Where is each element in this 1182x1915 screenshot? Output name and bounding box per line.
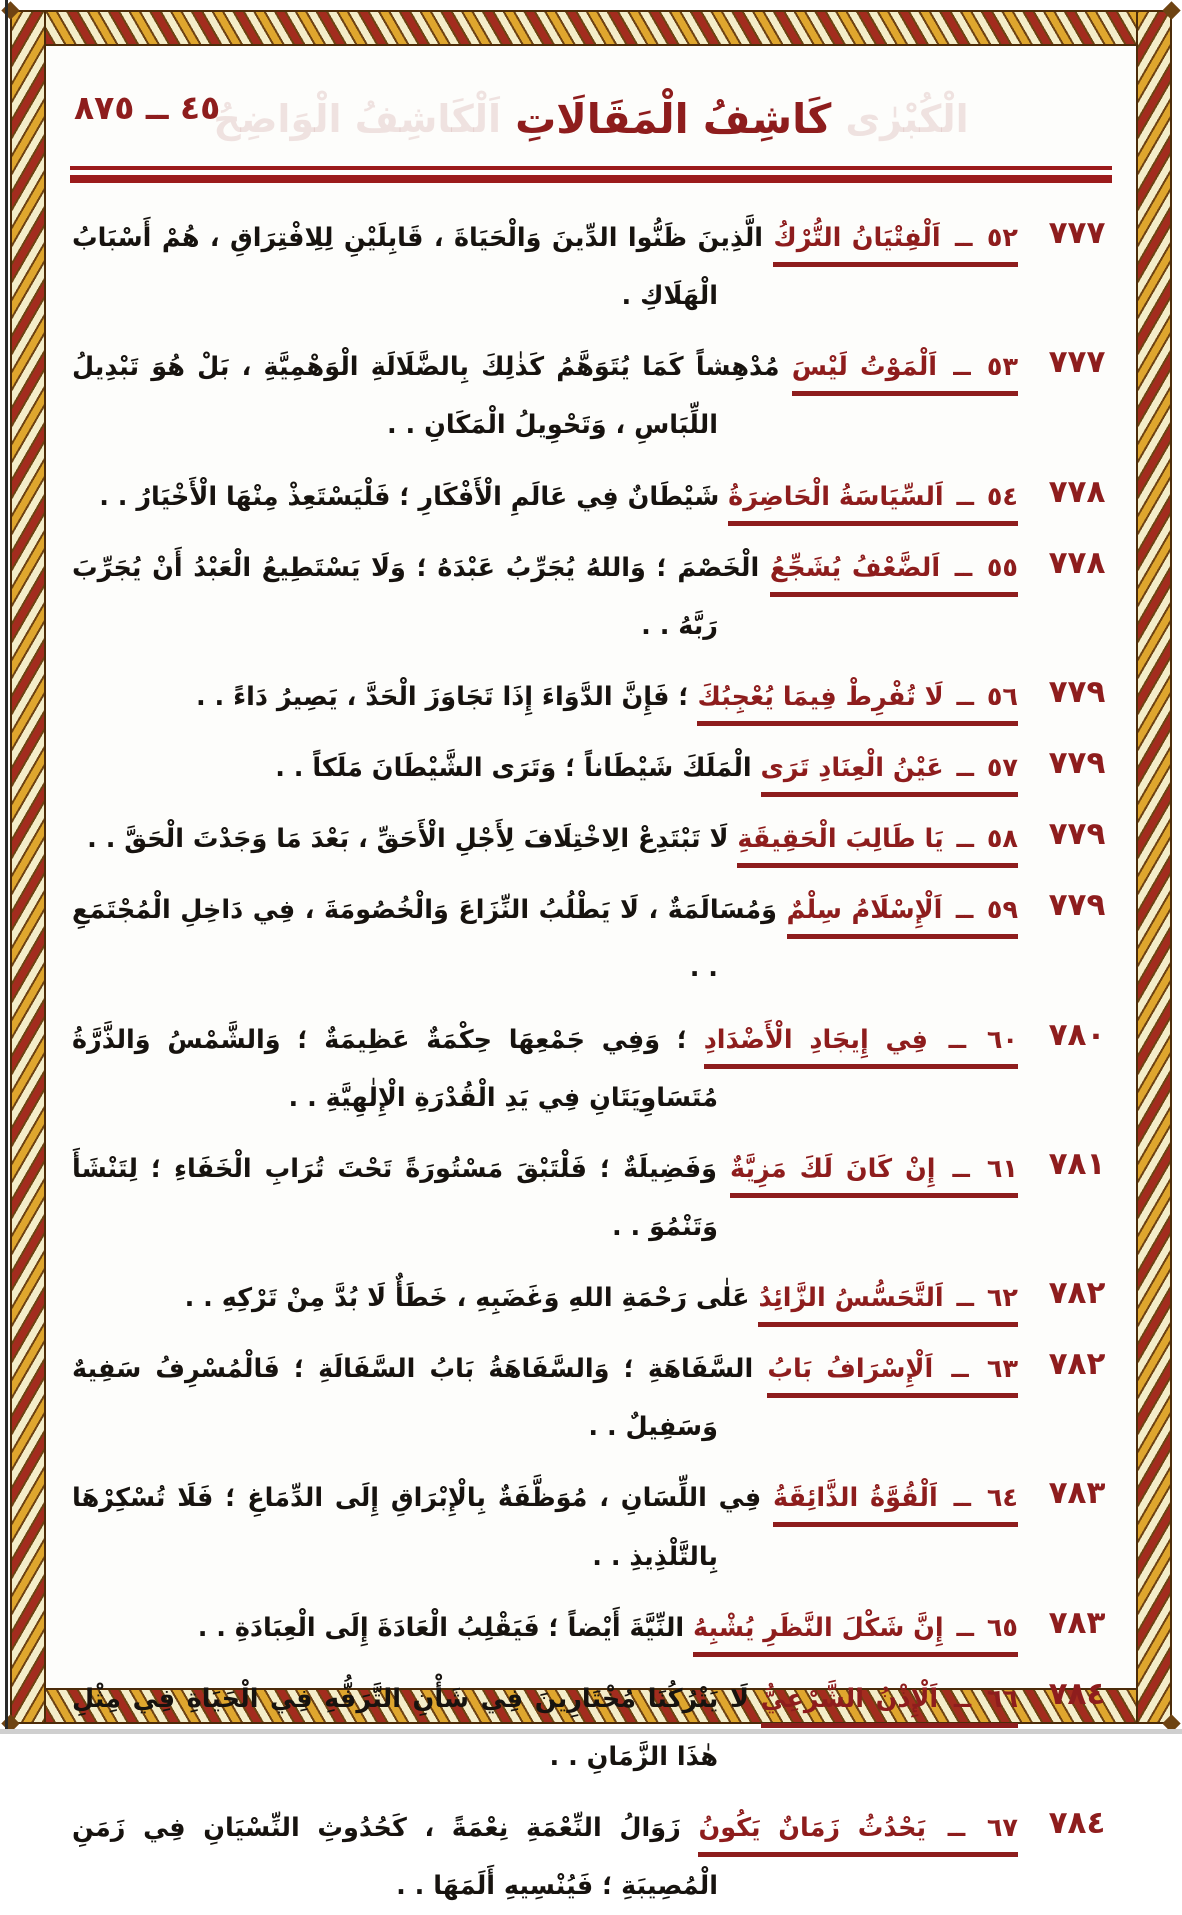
entry xyxy=(68,881,1114,997)
source-page-number: ٧٧٨ xyxy=(1048,473,1106,510)
source-page-number: ٧٨٣ xyxy=(1048,1475,1106,1512)
entry-paragraph xyxy=(68,1011,1018,1127)
entry-dash: ــ xyxy=(947,824,983,855)
entry-number: ٥٢ xyxy=(986,223,1018,253)
entry-number: ٦١ xyxy=(986,1153,1018,1184)
entry xyxy=(68,1670,1114,1786)
entry-title: اَلْفِتْيَانُ التُّرْكُ xyxy=(773,223,941,253)
source-page-number: ٧٨٠ xyxy=(1048,1016,1106,1053)
entry-paragraph xyxy=(68,1140,1018,1256)
entry-dash: ــ xyxy=(944,552,983,583)
entry-title: إِنَّ شَكْلَ النَّظَرِ يُشْبِهُ xyxy=(693,1612,944,1643)
source-page-number: ٧٧٩ xyxy=(1048,887,1106,924)
entry xyxy=(68,1599,1114,1657)
entry-title: لَا تُفْرِطْ فِيمَا يُعْجِبُكَ xyxy=(697,681,944,712)
entry-dash: ــ xyxy=(931,1024,983,1055)
entry-number: ٦٤ xyxy=(986,1483,1018,1514)
header-divider-rule xyxy=(70,166,1112,183)
entry-heading xyxy=(758,1283,1018,1327)
entry-text: الَّذِينَ ظَنُّوا الدِّينَ وَالْحَيَاةَ ، قَابِلَيْنِ لِلِافْتِرَاقِ ، هُمْ أَسْبَابُ الْهَلَاكِ . xyxy=(72,223,764,312)
entry-heading xyxy=(704,1025,1018,1069)
entry-heading xyxy=(698,1813,1018,1857)
entry-dash: ــ xyxy=(947,1612,983,1643)
entry-paragraph xyxy=(68,668,1018,726)
entry-number: ٥٥ xyxy=(986,552,1018,583)
entry-dash: ــ xyxy=(942,1683,983,1714)
entry-heading xyxy=(787,895,1018,939)
entry-paragraph xyxy=(68,739,1018,797)
entry xyxy=(68,739,1114,797)
ornamental-border-top xyxy=(10,10,1172,46)
entry-heading xyxy=(792,352,1018,396)
entry xyxy=(68,539,1114,655)
entry-paragraph xyxy=(68,1269,1018,1327)
entry-number: ٦٢ xyxy=(986,1283,1018,1313)
watermark-text-right: الْكُبْرٰى xyxy=(845,97,969,141)
entry-number: ٦٧ xyxy=(986,1813,1018,1843)
entry-title: اَلْإِذْنُ الشَّرْعِيُّ xyxy=(760,1683,939,1714)
entry-text: الْمَلَكَ شَيْطَاناً ؛ وَتَرَى الشَّيْطَانَ مَلَكاً . . xyxy=(275,753,752,783)
entry-text: عَلٰى رَحْمَةِ اللهِ وَغَضَبِهِ ، خَطَأٌ لَا بُدَّ مِنْ تَرْكِهِ . . xyxy=(184,1283,750,1313)
entry-dash: ــ xyxy=(947,681,983,712)
entry-heading xyxy=(697,682,1018,726)
entries-list xyxy=(68,209,1114,1915)
page-header xyxy=(68,80,1114,158)
entry-number: ٥٩ xyxy=(986,895,1019,926)
entry-paragraph xyxy=(68,810,1018,868)
entry-heading xyxy=(770,553,1018,597)
entry-text: وَمُسَالَمَةٌ ، لَا يَطْلُبُ النِّزَاعَ وَالْخُصُومَةَ ، فِي دَاخِلِ الْمُجْتَمَعِ . . xyxy=(72,895,777,984)
entry-text: ؛ وَفِي جَمْعِهَا حِكْمَةٌ عَظِيمَةٌ ؛ وَالشَّمْسُ وَالذَّرَّةُ مُتَسَاوِيَتَانِ فِي يَدِ الْقُدْرَةِ الْإِلٰهِيَّةِ . . xyxy=(72,1024,718,1113)
entry-number: ٥٣ xyxy=(986,352,1019,383)
entry-dash: ــ xyxy=(946,895,983,926)
entry-heading xyxy=(773,1483,1018,1527)
entry-title: اَلْإِسْلَامُ سِلْمٌ xyxy=(786,895,943,926)
book-title: كَاشِفُ الْمَقَالَاتِ xyxy=(515,95,832,143)
source-page-number: ٧٨٣ xyxy=(1048,1604,1106,1641)
watermark-text-left: اَلْكَاشِفُ الْوَاضِحُ xyxy=(213,97,502,141)
entry xyxy=(68,1140,1114,1256)
entry-title: اَلْمَوْتُ لَيْسَ xyxy=(791,352,938,383)
source-page-number: ٧٧٨ xyxy=(1048,544,1106,581)
entry-title: اَلسِّيَاسَةُ الْحَاضِرَةُ xyxy=(728,481,944,512)
title-block xyxy=(68,80,1114,158)
entry-title: اَلضَّعْفُ يُشَجِّعُ xyxy=(769,552,941,583)
entry-paragraph xyxy=(68,209,1018,325)
entry-dash: ــ xyxy=(941,352,983,383)
entry-title: يَحْدُثُ زَمَانٌ يَكُونُ xyxy=(698,1813,927,1843)
entry-heading xyxy=(737,824,1018,868)
entry-title: يَا طَالِبَ الْحَقِيقَةِ xyxy=(737,824,944,855)
entry xyxy=(68,1011,1114,1127)
entry-text: شَيْطَانٌ فِي عَالَمِ الْأَفْكَارِ ؛ فَلْيَسْتَعِذْ مِنْهَا الْأَخْيَارُ . . xyxy=(99,481,720,512)
entry-heading xyxy=(728,482,1018,526)
entry xyxy=(68,1340,1114,1456)
entry-number: ٥٦ xyxy=(986,681,1018,712)
entry-dash: ــ xyxy=(941,1483,983,1514)
entry xyxy=(68,668,1114,726)
entry-number: ٥٧ xyxy=(986,753,1018,783)
entry-paragraph xyxy=(68,1340,1018,1456)
entry-paragraph xyxy=(68,338,1018,454)
ornamental-border-left xyxy=(10,10,46,1724)
entry-heading xyxy=(767,1354,1018,1398)
entry-heading xyxy=(693,1613,1018,1657)
entry-dash: ــ xyxy=(947,481,983,512)
entry xyxy=(68,338,1114,454)
entry-paragraph xyxy=(68,1599,1018,1657)
entry-paragraph xyxy=(68,468,1018,526)
entry-number: ٦٣ xyxy=(986,1354,1019,1385)
entry xyxy=(68,1269,1114,1327)
entry-dash: ــ xyxy=(937,1354,983,1385)
source-page-number: ٧٨٢ xyxy=(1048,1346,1106,1383)
entry-title: عَيْنُ الْعِنَادِ تَرَى xyxy=(760,753,944,783)
entry-dash: ــ xyxy=(947,753,983,783)
entry-paragraph xyxy=(68,1799,1018,1915)
entry-title: اَلتَّحَسُّسُ الزَّائِدُ xyxy=(758,1283,944,1313)
entry-paragraph xyxy=(68,539,1018,655)
entry-text: لَا تَبْتَدِعْ الِاخْتِلَافَ لِأَجْلِ الْأَحَقِّ ، بَعْدَ مَا وَجَدْتَ الْحَقَّ . . xyxy=(87,824,729,855)
entry-title: إِنْ كَانَ لَكَ مَزِيَّةٌ xyxy=(729,1153,936,1184)
entry xyxy=(68,1799,1114,1915)
entry-title: فِي إِيجَادِ الْأَضْدَادِ xyxy=(703,1024,928,1055)
source-page-number: ٧٧٩ xyxy=(1048,816,1106,853)
entry-title: اَلْإِسْرَافُ بَابُ xyxy=(767,1354,934,1385)
entry-dash: ــ xyxy=(944,223,983,253)
entry xyxy=(68,810,1114,868)
entry-number: ٦٦ xyxy=(986,1683,1019,1714)
entry-text: وَفَضِيلَةٌ ؛ فَلْتَبْقَ مَسْتُورَةً تَحْتَ تُرَابِ الْخَفَاءِ ؛ لِتَنْشَأَ وَتَنْمُوَ . . xyxy=(72,1153,718,1242)
page-number-range: ٤٥ ــ ٨٧٥ xyxy=(74,88,221,127)
entry-heading xyxy=(730,1154,1018,1198)
page-edge-line xyxy=(5,0,8,1734)
page-content xyxy=(46,46,1136,1902)
entry-heading xyxy=(773,223,1018,267)
entry-number: ٥٤ xyxy=(986,481,1018,512)
entry xyxy=(68,468,1114,526)
entry-text: ؛ فَإِنَّ الدَّوَاءَ إِذَا تَجَاوَزَ الْحَدَّ ، يَصِيرُ دَاءً . . xyxy=(195,681,689,712)
entry-text: النِّيَّةَ أَيْضاً ؛ فَيَقْلِبُ الْعَادَةَ إِلَى الْعِبَادَةِ . . xyxy=(197,1612,685,1643)
entry-number: ٥٨ xyxy=(986,824,1018,855)
source-page-number: ٧٧٧ xyxy=(1048,344,1106,381)
entry-title: اَلْقُوَّةُ الذَّائِقَةُ xyxy=(773,1483,938,1514)
entry-paragraph xyxy=(68,881,1018,997)
entry-text: زَوَالُ النِّعْمَةِ نِعْمَةً ، كَحُدُوثِ النِّسْيَانِ فِي زَمَنِ الْمُصِيبَةِ ؛ فَيُنْسِيهِ أَلَمَهَا . . xyxy=(72,1813,718,1902)
entry-text: الْخَصْمَ ؛ وَاللهُ يُجَرِّبُ عَبْدَهُ ؛ وَلَا يَسْتَطِيعُ الْعَبْدُ أَنْ يُجَرِّبَ رَبَّهُ . . xyxy=(72,552,760,641)
entry-heading xyxy=(761,1684,1018,1728)
entry xyxy=(68,209,1114,325)
source-page-number: ٧٨١ xyxy=(1048,1145,1106,1182)
source-page-number: ٧٨٤ xyxy=(1048,1805,1106,1841)
entry-number: ٦٠ xyxy=(986,1024,1018,1055)
source-page-number: ٧٧٧ xyxy=(1048,215,1106,251)
entry-number: ٦٥ xyxy=(986,1612,1018,1643)
ornamental-border-right xyxy=(1136,10,1172,1724)
entry-dash: ــ xyxy=(947,1283,983,1313)
entry-text: مُدْهِشاً كَمَا يُتَوَهَّمُ كَذٰلِكَ بِالضَّلَالَةِ الْوَهْمِيَّةِ ، بَلْ هُوَ تَبْدِيلُ اللِّبَاسِ ، وَتَحْوِيلُ الْمَكَانِ . . xyxy=(72,352,780,441)
entry-text: فِي اللِّسَانِ ، مُوَظَّفَةٌ بِالْإِبْرَاقِ إِلَى الدِّمَاغِ ؛ فَلَا تُسْكِرْهَا بِالتَّلْذِيذِ . . xyxy=(72,1483,762,1572)
entry-paragraph xyxy=(68,1670,1018,1786)
source-page-number: ٧٨٢ xyxy=(1048,1275,1106,1311)
source-page-number: ٧٧٩ xyxy=(1048,673,1106,710)
entry xyxy=(68,1469,1114,1585)
source-page-number: ٧٨٤ xyxy=(1048,1675,1106,1712)
entry-dash: ــ xyxy=(930,1813,983,1843)
entry-paragraph xyxy=(68,1469,1018,1585)
entry-dash: ــ xyxy=(939,1153,983,1184)
entry-heading xyxy=(761,753,1018,797)
entry-text: السَّفَاهَةِ ؛ وَالسَّفَاهَةُ بَابُ السَّفَالَةِ ؛ فَالْمُسْرِفُ سَفِيهٌ وَسَفِيلٌ . . xyxy=(72,1354,754,1443)
source-page-number: ٧٧٩ xyxy=(1048,745,1106,781)
entry-text: لَا يَتْرُكُنَا مُخْتَارِينَ فِي شَأْنِ التَّرَفُّهِ فِي الْحَيَاةِ فِي مِثْلِ هٰذَا الزَّمَانِ . . xyxy=(72,1683,749,1772)
